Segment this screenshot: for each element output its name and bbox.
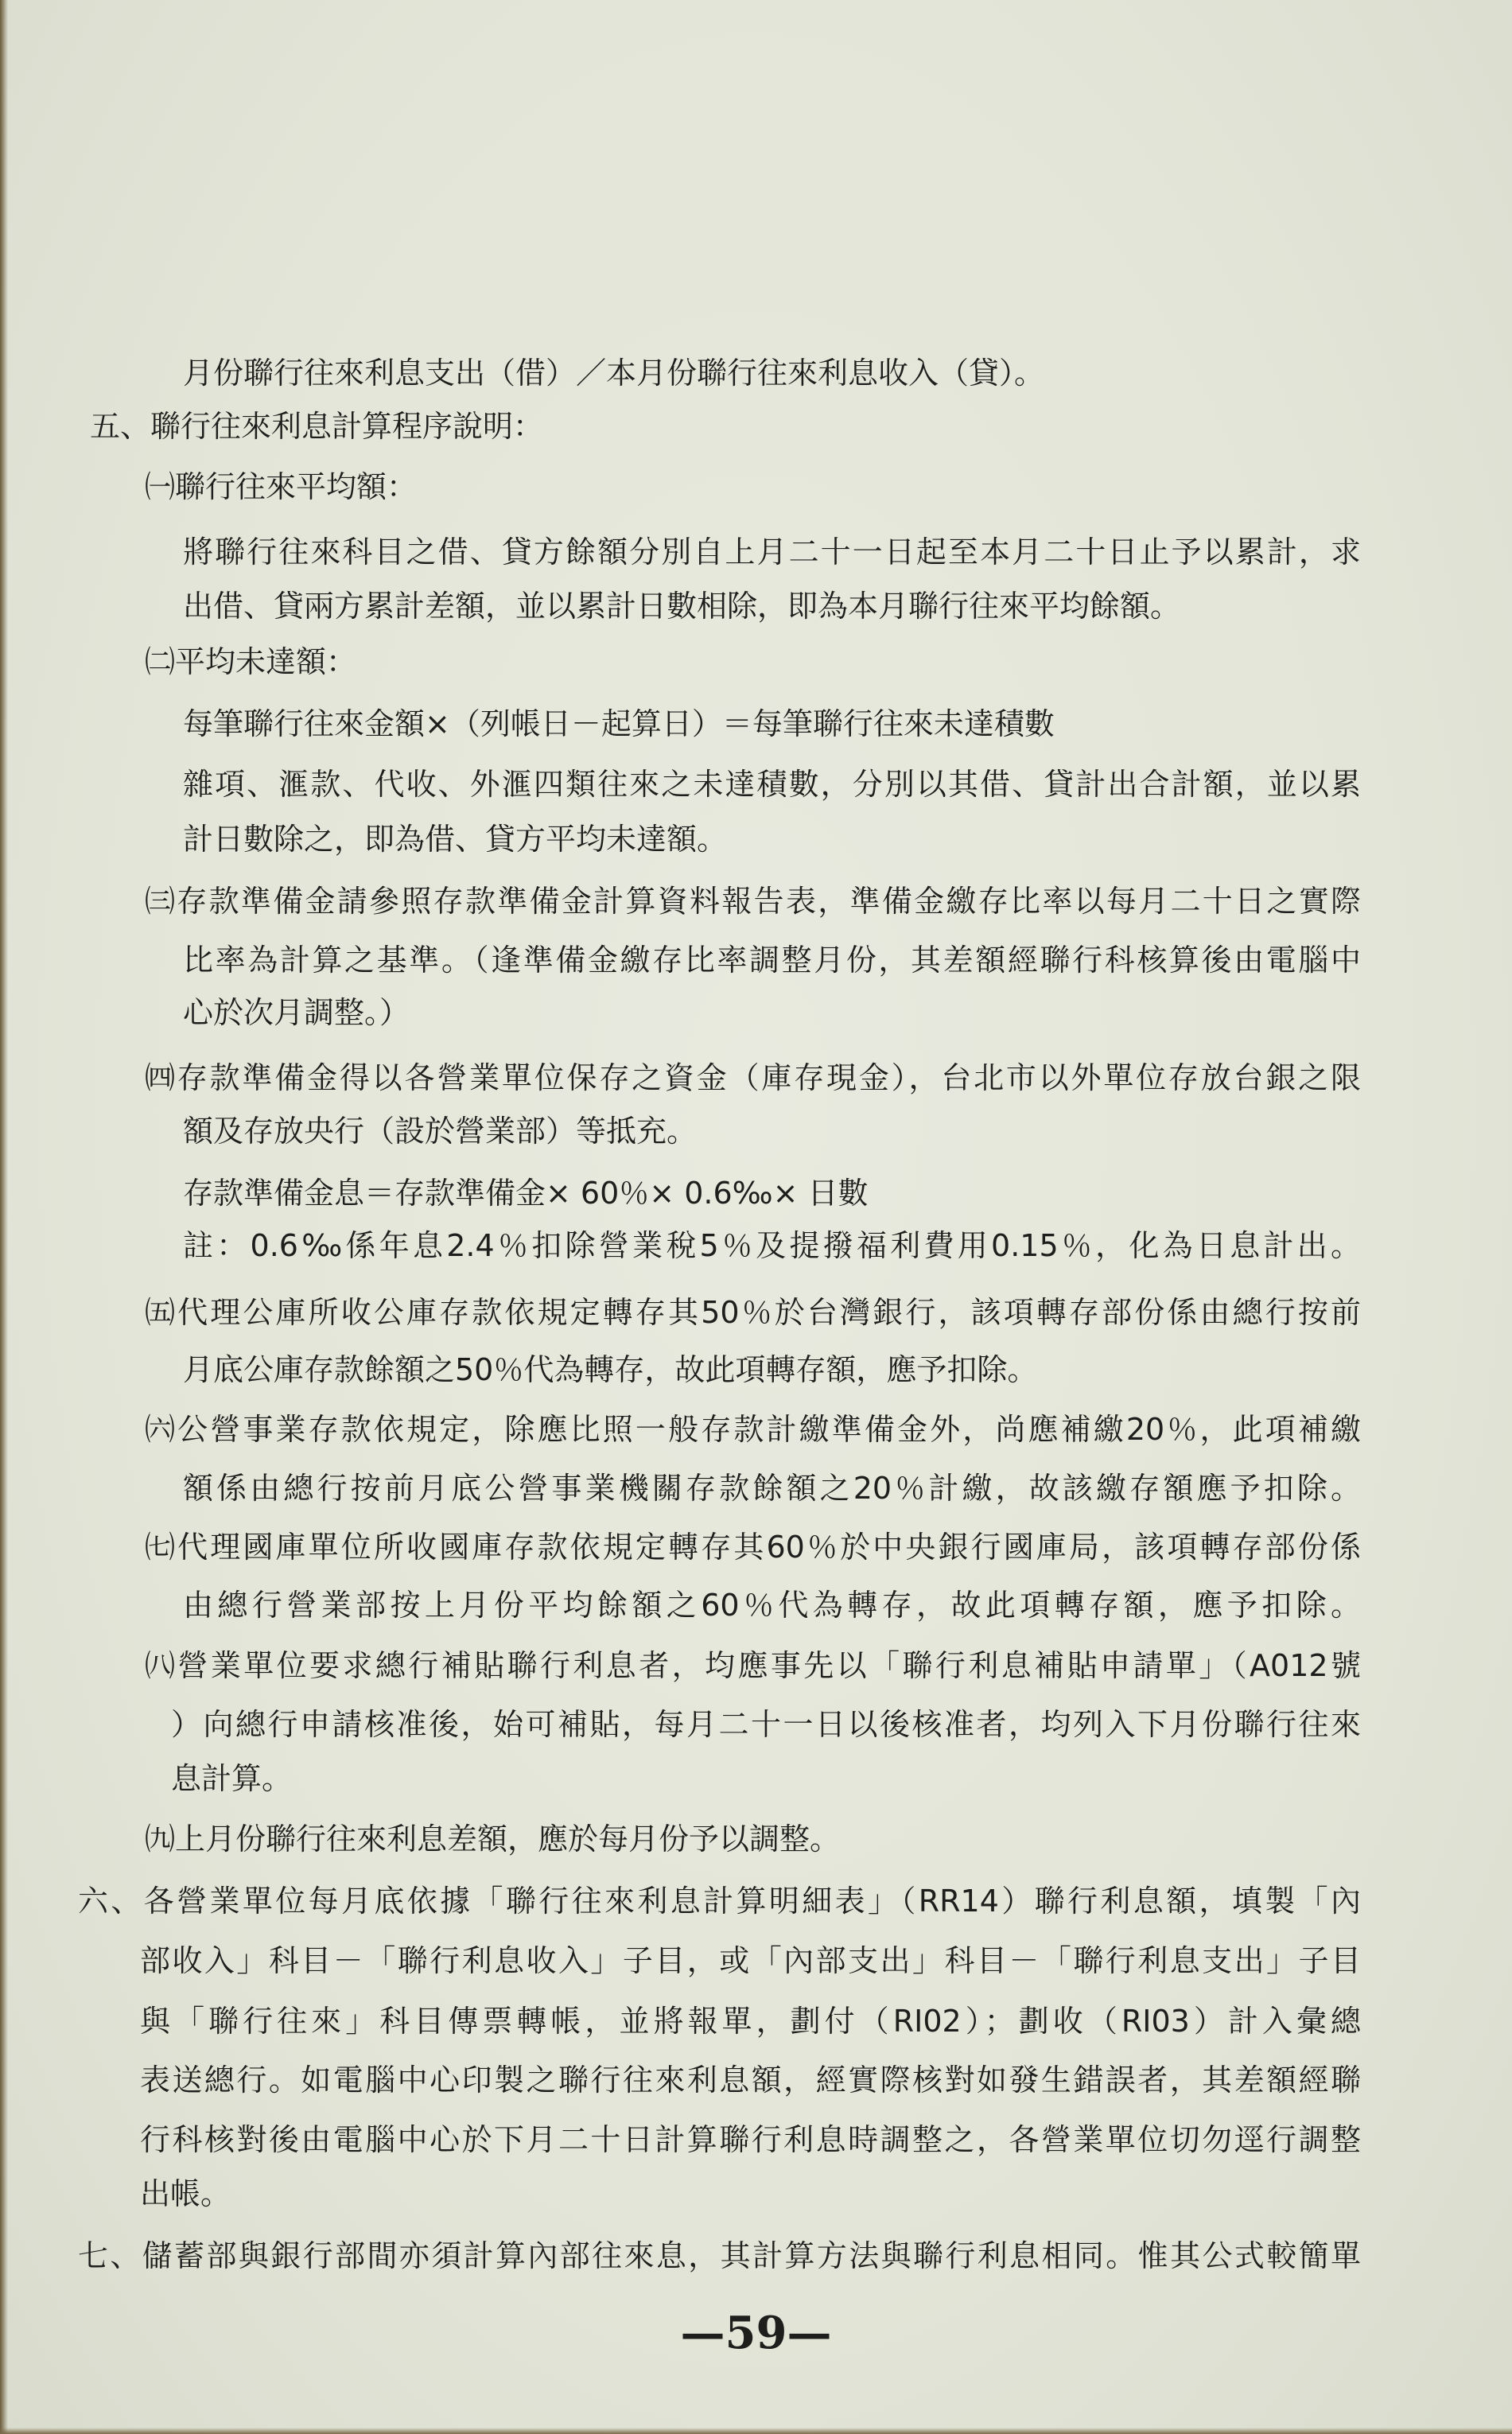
text-line: 表送總行。如電腦中心印製之聯行往來利息額，經實際核對如發生錯誤者，其差額經聯 [140,2063,1361,2098]
text-line: 計日數除之，即為借、貸方平均未達額。 [183,822,728,857]
text-line: 額及存放央行（設於營業部）等抵充。 [183,1114,698,1149]
text-line: ）向總行申請核准後，始可補貼，每月二十一日以後核准者，均列入下月份聯行往來 [171,1707,1361,1742]
formula-line: 存款準備金息＝存款準備金× 60％× 0.6‰× 日數 [183,1176,869,1211]
subsection-item-9: ㈨上月份聯行往來利息差額，應於每月份予以調整。 [145,1822,841,1857]
text-line: 月底公庫存款餘額之50％代為轉存，故此項轉存額，應予扣除。 [183,1352,1038,1387]
text-line: 行科核對後由電腦中心於下月二十日計算聯行利息時調整之，各營業單位切勿逕行調整 [140,2122,1361,2157]
scan-edge-bottom [0,2428,1512,2434]
subsection-item-4: ㈣存款準備金得以各營業單位保存之資金（庫存現金），台北市以外單位存放台銀之限 [145,1060,1361,1095]
subsection-item-8: ㈧營業單位要求總行補貼聯行利息者，均應事先以「聯行利息補貼申請單」（A012號 [145,1648,1361,1683]
section-item-7: 七、儲蓄部與銀行部間亦須計算內部往來息，其計算方法與聯行利息相同。惟其公式較簡單 [78,2238,1361,2273]
text-line: 出帳。 [140,2176,231,2211]
text-line: 部收入」科目－「聯行利息收入」子目，或「內部支出」科目－「聯行利息支出」子目 [140,1943,1361,1978]
note-line: 註：0.6‰係年息2.4％扣除營業稅5％及提撥福利費用0.15％，化為日息計出。 [183,1228,1361,1263]
page-number: —59— [680,2307,832,2359]
text-line: 將聯行往來科目之借、貸方餘額分別自上月二十一日起至本月二十日止予以累計，求 [183,535,1361,570]
subsection-item-6: ㈥公營事業存款依規定，除應比照一般存款計繳準備金外，尚應補繳20％，此項補繳 [145,1412,1361,1447]
text-line: 出借、貸兩方累計差額，並以累計日數相除，即為本月聯行往來平均餘額。 [183,589,1181,624]
formula-line: 每筆聯行往來金額×（列帳日－起算日）＝每筆聯行往來未達積數 [183,706,1055,741]
text-line: 由總行營業部按上月份平均餘額之60％代為轉存，故此項轉存額，應予扣除。 [183,1588,1361,1623]
text-line: 比率為計算之基準。（逢準備金繳存比率調整月份，其差額經聯行科核算後由電腦中 [183,943,1361,978]
subsection-item-3: ㈢存款準備金請參照存款準備金計算資料報告表，準備金繳存比率以每月二十日之實際 [145,884,1361,919]
text-line: 雜項、滙款、代收、外滙四類往來之未達積數，分別以其借、貸計出合計額，並以累 [183,767,1361,802]
subsection-heading-2: ㈡平均未達額： [145,644,357,679]
text-line: 心於次月調整。） [183,995,410,1030]
text-line: 息計算。 [171,1761,293,1796]
scan-edge-left [0,0,8,2434]
subsection-item-5: ㈤代理公庫所收公庫存款依規定轉存其50％於台灣銀行，該項轉存部份係由總行按前 [145,1295,1361,1330]
subsection-item-7: ㈦代理國庫單位所收國庫存款依規定轉存其60％於中央銀行國庫局，該項轉存部份係 [145,1530,1361,1565]
section-heading-5: 五、聯行往來利息計算程序說明： [90,409,544,444]
text-line: 與「聯行往來」科目傳票轉帳，並將報單，劃付（RI02）；劃收（RI03）計入彙總 [140,2004,1361,2039]
subsection-heading-1: ㈠聯行往來平均額： [145,469,418,504]
text-line: 月份聯行往來利息支出（借）／本月份聯行往來利息收入（貸）。 [183,356,1045,391]
section-item-6: 六、各營業單位每月底依據「聯行往來利息計算明細表」（RR14）聯行利息額，填製「內 [78,1884,1361,1919]
text-line: 額係由總行按前月底公營事業機關存款餘額之20％計繳，故該繳存額應予扣除。 [183,1471,1361,1506]
